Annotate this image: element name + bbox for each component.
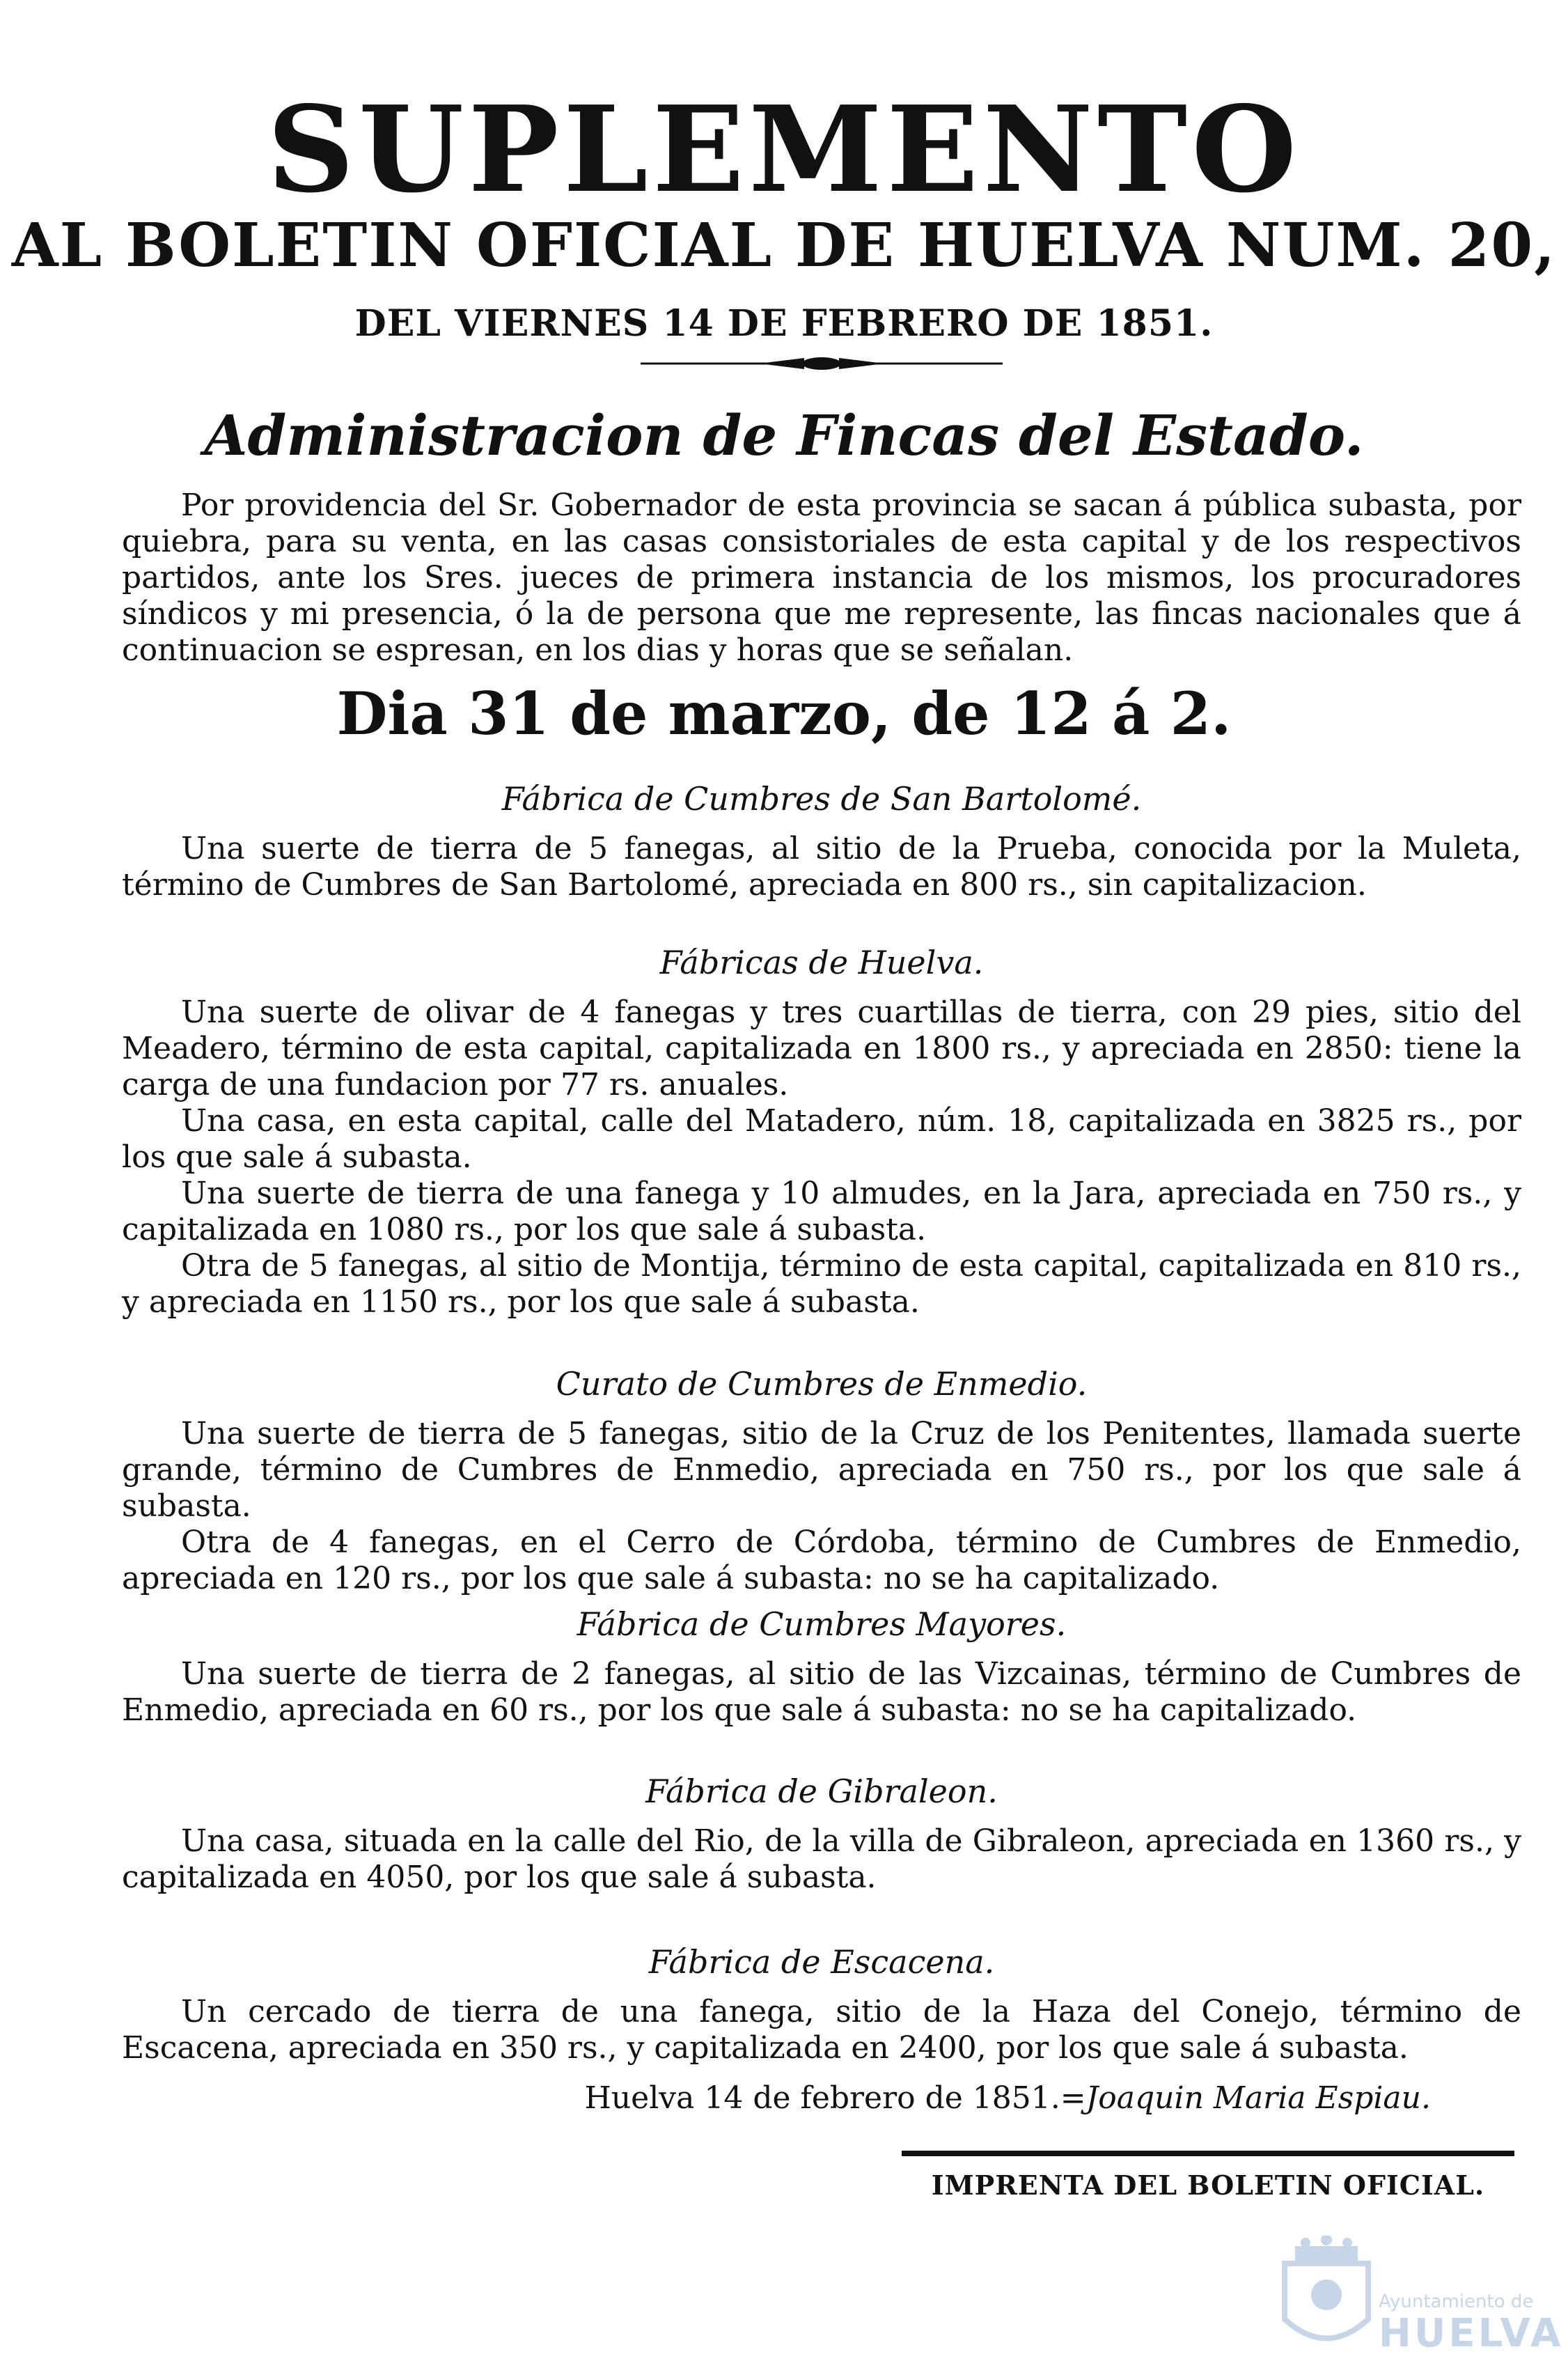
imprint: IMPRENTA DEL BOLETIN OFICIAL. [931, 2169, 1485, 2201]
block-heading: Fábrica de Gibraleon. [645, 1772, 998, 1810]
block-huelva [122, 940, 1521, 1320]
ornamental-rule [641, 355, 1003, 372]
block-paragraph: Otra de 4 fanegas, en el Cerro de Córdoba, término de Cumbres de Enmedio, apreciada en 120 rs., por los que sale á subasta: no se ha capitalizado. [122, 1525, 1521, 1596]
block-cumbres-enmedio [122, 1362, 1521, 1597]
block-escacena [122, 1940, 1521, 2066]
block-paragraph: Una suerte de tierra de 5 fanegas, sitio de la Cruz de los Penitentes, llamada suerte grande, término de Cumbres de Enmedio, apreciada en 750 rs., por los que sale á subasta. [122, 1416, 1521, 1524]
document-subtitle: AL BOLETIN OFICIAL DE HUELVA NUM. 20, [11, 210, 1557, 281]
document-title: SUPLEMENTO [267, 80, 1301, 219]
block-gibraleon [122, 1769, 1521, 1896]
block-cumbres-mayores [122, 1602, 1521, 1729]
bottom-rule [902, 2151, 1514, 2156]
block-paragraph: Una suerte de olivar de 4 fanegas y tres cuartillas de tierra, con 29 pies, sitio del Meadero, término de esta capital, capitalizada en 1800 rs., y apreciada en 2850: tiene la carga de una fundacion por 77 rs. anuales. [122, 995, 1521, 1102]
block-paragraph: Una suerte de tierra de 2 fanegas, al sitio de las Vizcainas, término de Cumbres de Enmedio, apreciada en 60 rs., por los que sale á subasta: no se ha capitalizado. [122, 1656, 1521, 1728]
signature-place-date: Huelva 14 de febrero de 1851.= [584, 2080, 1086, 2116]
signature-line [122, 2079, 1431, 2118]
block-paragraph: Una suerte de tierra de una fanega y 10 almudes, en la Jara, apreciada en 750 rs., y capitalizada en 1080 rs., por los que sale á subasta. [122, 1176, 1521, 1247]
intro-paragraph: Por providencia del Sr. Gobernador de esta provincia se sacan á pública subasta, por quiebra, para su venta, en las casas consistoriales de esta capital y de los respectivos partidos, ante los Sres. jueces de primera instancia de los mismos, los procuradores síndicos y mi presencia, ó la de persona que me represente, las fincas nacionales que á continuacion se espresan, en los dias y horas que se señalan. [122, 488, 1521, 668]
block-heading: Fábrica de Cumbres Mayores. [577, 1605, 1067, 1643]
block-paragraph: Una casa, en esta capital, calle del Matadero, núm. 18, capitalizada en 3825 rs., por los que sale á subasta. [122, 1103, 1521, 1175]
auction-day: Dia 31 de marzo, de 12 á 2. [336, 679, 1232, 748]
block-paragraph: Una casa, situada en la calle del Rio, de la villa de Gibraleon, apreciada en 1360 rs., y capitalizada en 4050, por los que sale á subasta. [122, 1823, 1521, 1895]
block-heading: Curato de Cumbres de Enmedio. [556, 1365, 1088, 1403]
signature-name: Joaquin Maria Espiau. [1085, 2080, 1431, 2116]
block-paragraph: Un cercado de tierra de una fanega, sitio de la Haza del Conejo, término de Escacena, apreciada en 350 rs., y capitalizada en 2400, por los que sale á subasta. [122, 1994, 1521, 2066]
block-cumbres-san-bartolome [122, 777, 1521, 903]
block-heading: Fábricas de Huelva. [659, 944, 984, 981]
dateline: DEL VIERNES 14 DE FEBRERO DE 1851. [354, 302, 1214, 345]
block-heading: Fábrica de Escacena. [648, 1943, 995, 1981]
section-title: Administracion de Fincas del Estado. [204, 403, 1364, 468]
watermark-small-text: Ayuntamiento de [1379, 2291, 1534, 2312]
block-heading: Fábrica de Cumbres de San Bartolomé. [501, 780, 1142, 818]
watermark-big-text: HUELVA [1379, 2311, 1564, 2356]
block-paragraph: Otra de 5 fanegas, al sitio de Montija, término de esta capital, capitalizada en 810 rs., y apreciada en 1150 rs., por los que sale á subasta. [122, 1248, 1521, 1320]
block-paragraph: Una suerte de tierra de 5 fanegas, al sitio de la Prueba, conocida por la Muleta, término de Cumbres de San Bartolomé, apreciada en 800 rs., sin capitalizacion. [122, 831, 1521, 903]
